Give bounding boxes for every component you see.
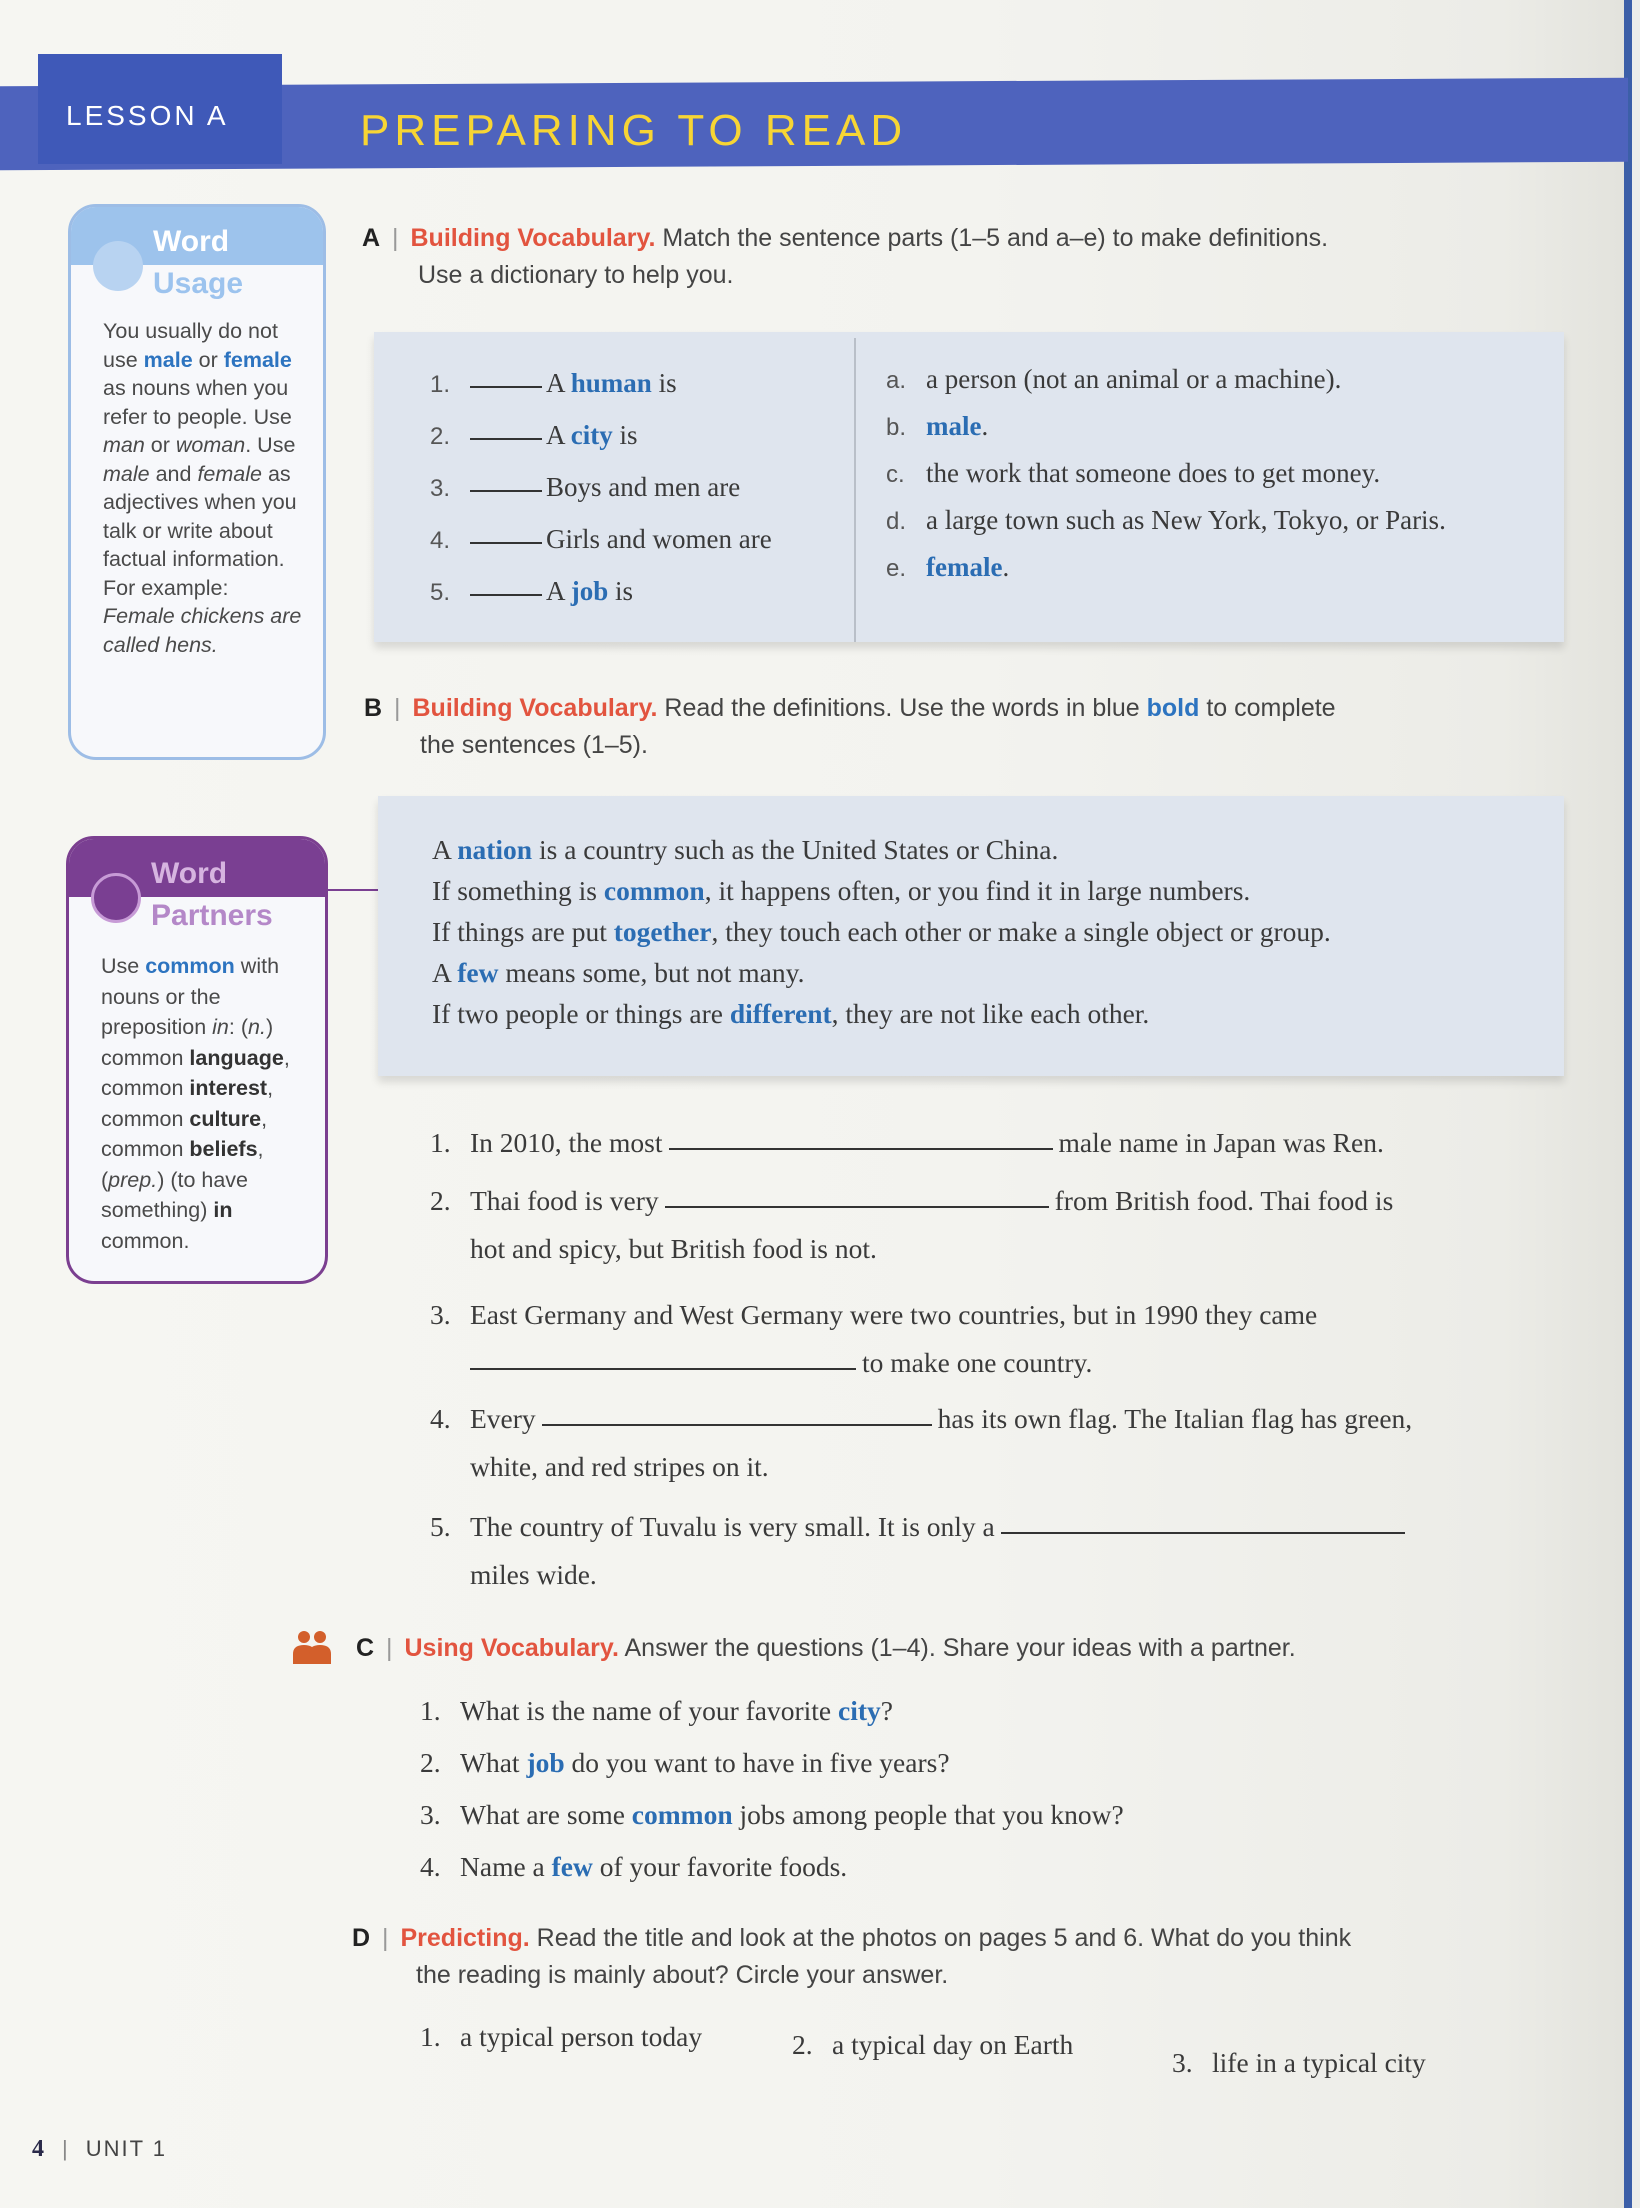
exercise-a-letter: A	[362, 224, 381, 252]
match-item-5: 5. A job is	[430, 576, 634, 606]
answer-blank-3[interactable]	[470, 1368, 856, 1370]
exercise-c-instructions: C | Using Vocabulary. Answer the questions (1–4). Share your ideas with a partner.	[356, 1630, 1556, 1667]
exercise-b-instructions: B | Building Vocabulary. Read the definitions. Use the words in blue bold to complete the sentences (1–5).	[364, 690, 1564, 764]
sentence-5: 5. The country of Tuvalu is very small. It is only a	[430, 1508, 1411, 1546]
match-blank-1[interactable]	[470, 386, 542, 388]
match-item-4: 4. Girls and women are	[430, 524, 772, 554]
sentence-5-continued: miles wide.	[470, 1559, 597, 1590]
question-4: 4. Name a few of your favorite foods.	[420, 1851, 848, 1882]
exercise-a-heading: Building Vocabulary.	[410, 224, 656, 252]
exercise-d-instructions: D | Predicting. Read the title and look at the photos on pages 5 and 6. What do you think the reading is mainly about? Circle your answer.	[352, 1920, 1572, 1994]
question-2: 2. What job do you want to have in five years?	[420, 1747, 950, 1778]
sentence-1: 1. In 2010, the most male name in Japan was Ren.	[430, 1127, 1384, 1158]
definition-nation: A nation is a country such as the United States or China.	[432, 834, 1059, 865]
sentence-4: 4. Every has its own flag. The Italian flag has green,	[430, 1403, 1413, 1434]
answer-blank-2[interactable]	[665, 1206, 1049, 1208]
unit-label: UNIT 1	[85, 2136, 167, 2161]
match-item-3: 3. Boys and men are	[430, 472, 741, 502]
word-usage-title-1: Word	[153, 225, 230, 258]
definitions-panel	[378, 796, 1564, 1076]
sentence-3-continued: to make one country.	[470, 1344, 1092, 1382]
exercise-b-heading: Building Vocabulary.	[412, 694, 658, 722]
word-usage-title-2: Usage	[153, 267, 244, 300]
exercise-d-heading: Predicting.	[400, 1924, 530, 1952]
matching-divider	[854, 338, 856, 642]
page-number: 4	[32, 2136, 46, 2162]
definition-common: If something is common, it happens often, or you find it in large numbers.	[432, 875, 1251, 906]
word-partners-text: Use common with nouns or the preposition in: (n.) common language, common interest, common culture, common beliefs, (prep.) (to have something) in common.	[101, 954, 290, 1253]
pair-work-icon	[292, 1630, 332, 1664]
prediction-option-1[interactable]: 1. a typical person today	[420, 2021, 703, 2052]
match-blank-2[interactable]	[470, 438, 542, 440]
word-usage-text: You usually do not use male or female as nouns when you refer to people. Use man or woman. Use male and female as adjectives when you talk or write about factual information. For example: Female chickens are called hens.	[103, 319, 302, 657]
matching-panel	[374, 332, 1564, 642]
page-footer: 4 | UNIT 1	[32, 2136, 167, 2162]
match-blank-4[interactable]	[470, 542, 542, 544]
word-partners-disc-icon	[91, 873, 141, 923]
prediction-option-2[interactable]: 2. a typical day on Earth	[792, 2029, 1074, 2060]
match-option-c: c. the work that someone does to get money.	[886, 458, 1381, 488]
match-option-d: d. a large town such as New York, Tokyo, or Paris.	[886, 505, 1446, 535]
sentence-2: 2. Thai food is very from British food. Thai food is	[430, 1185, 1394, 1216]
lesson-label: LESSON A	[66, 100, 229, 131]
exercise-d-letter: D	[352, 1924, 371, 1952]
match-option-b: b. male.	[886, 411, 989, 441]
answer-blank-4[interactable]	[542, 1424, 932, 1426]
word-usage-box	[68, 204, 326, 760]
sentence-3: 3. East Germany and West Germany were two countries, but in 1990 they came	[430, 1299, 1318, 1330]
definition-different: If two people or things are different, they are not like each other.	[432, 998, 1150, 1029]
sentence-2-continued: hot and spicy, but British food is not.	[470, 1233, 877, 1264]
definition-few: A few means some, but not many.	[432, 957, 805, 988]
word-partners-title-2: Partners	[151, 899, 273, 932]
prediction-option-3[interactable]: 3. life in a typical city	[1172, 2047, 1426, 2078]
exercise-c-letter: C	[356, 1634, 375, 1662]
word-usage-disc-icon	[93, 241, 143, 291]
match-item-2: 2. A city is	[430, 420, 638, 450]
match-item-1: 1. A human is	[430, 368, 677, 398]
exercise-b-letter: B	[364, 694, 383, 722]
match-blank-5[interactable]	[470, 594, 542, 596]
definition-together: If things are put together, they touch each other or make a single object or group.	[432, 916, 1331, 947]
sentence-4-continued: white, and red stripes on it.	[470, 1451, 769, 1482]
answer-blank-1[interactable]	[669, 1148, 1053, 1150]
question-3: 3. What are some common jobs among people that you know?	[420, 1799, 1124, 1830]
answer-blank-5[interactable]	[1001, 1532, 1405, 1534]
match-option-a: a. a person (not an animal or a machine).	[886, 364, 1342, 394]
match-blank-3[interactable]	[470, 490, 542, 492]
exercise-c-heading: Using Vocabulary.	[404, 1634, 619, 1662]
word-partners-box	[66, 836, 328, 1284]
word-partners-title-1: Word	[151, 857, 228, 890]
exercise-a-instructions: A | Building Vocabulary. Match the sentence parts (1–5 and a–e) to make definitions. Use a dictionary to help you.	[362, 220, 1562, 294]
question-1: 1. What is the name of your favorite city?	[420, 1695, 893, 1726]
match-option-e: e. female.	[886, 552, 1010, 582]
book-spine-edge	[1624, 0, 1632, 2208]
section-title: PREPARING TO READ	[360, 106, 908, 155]
